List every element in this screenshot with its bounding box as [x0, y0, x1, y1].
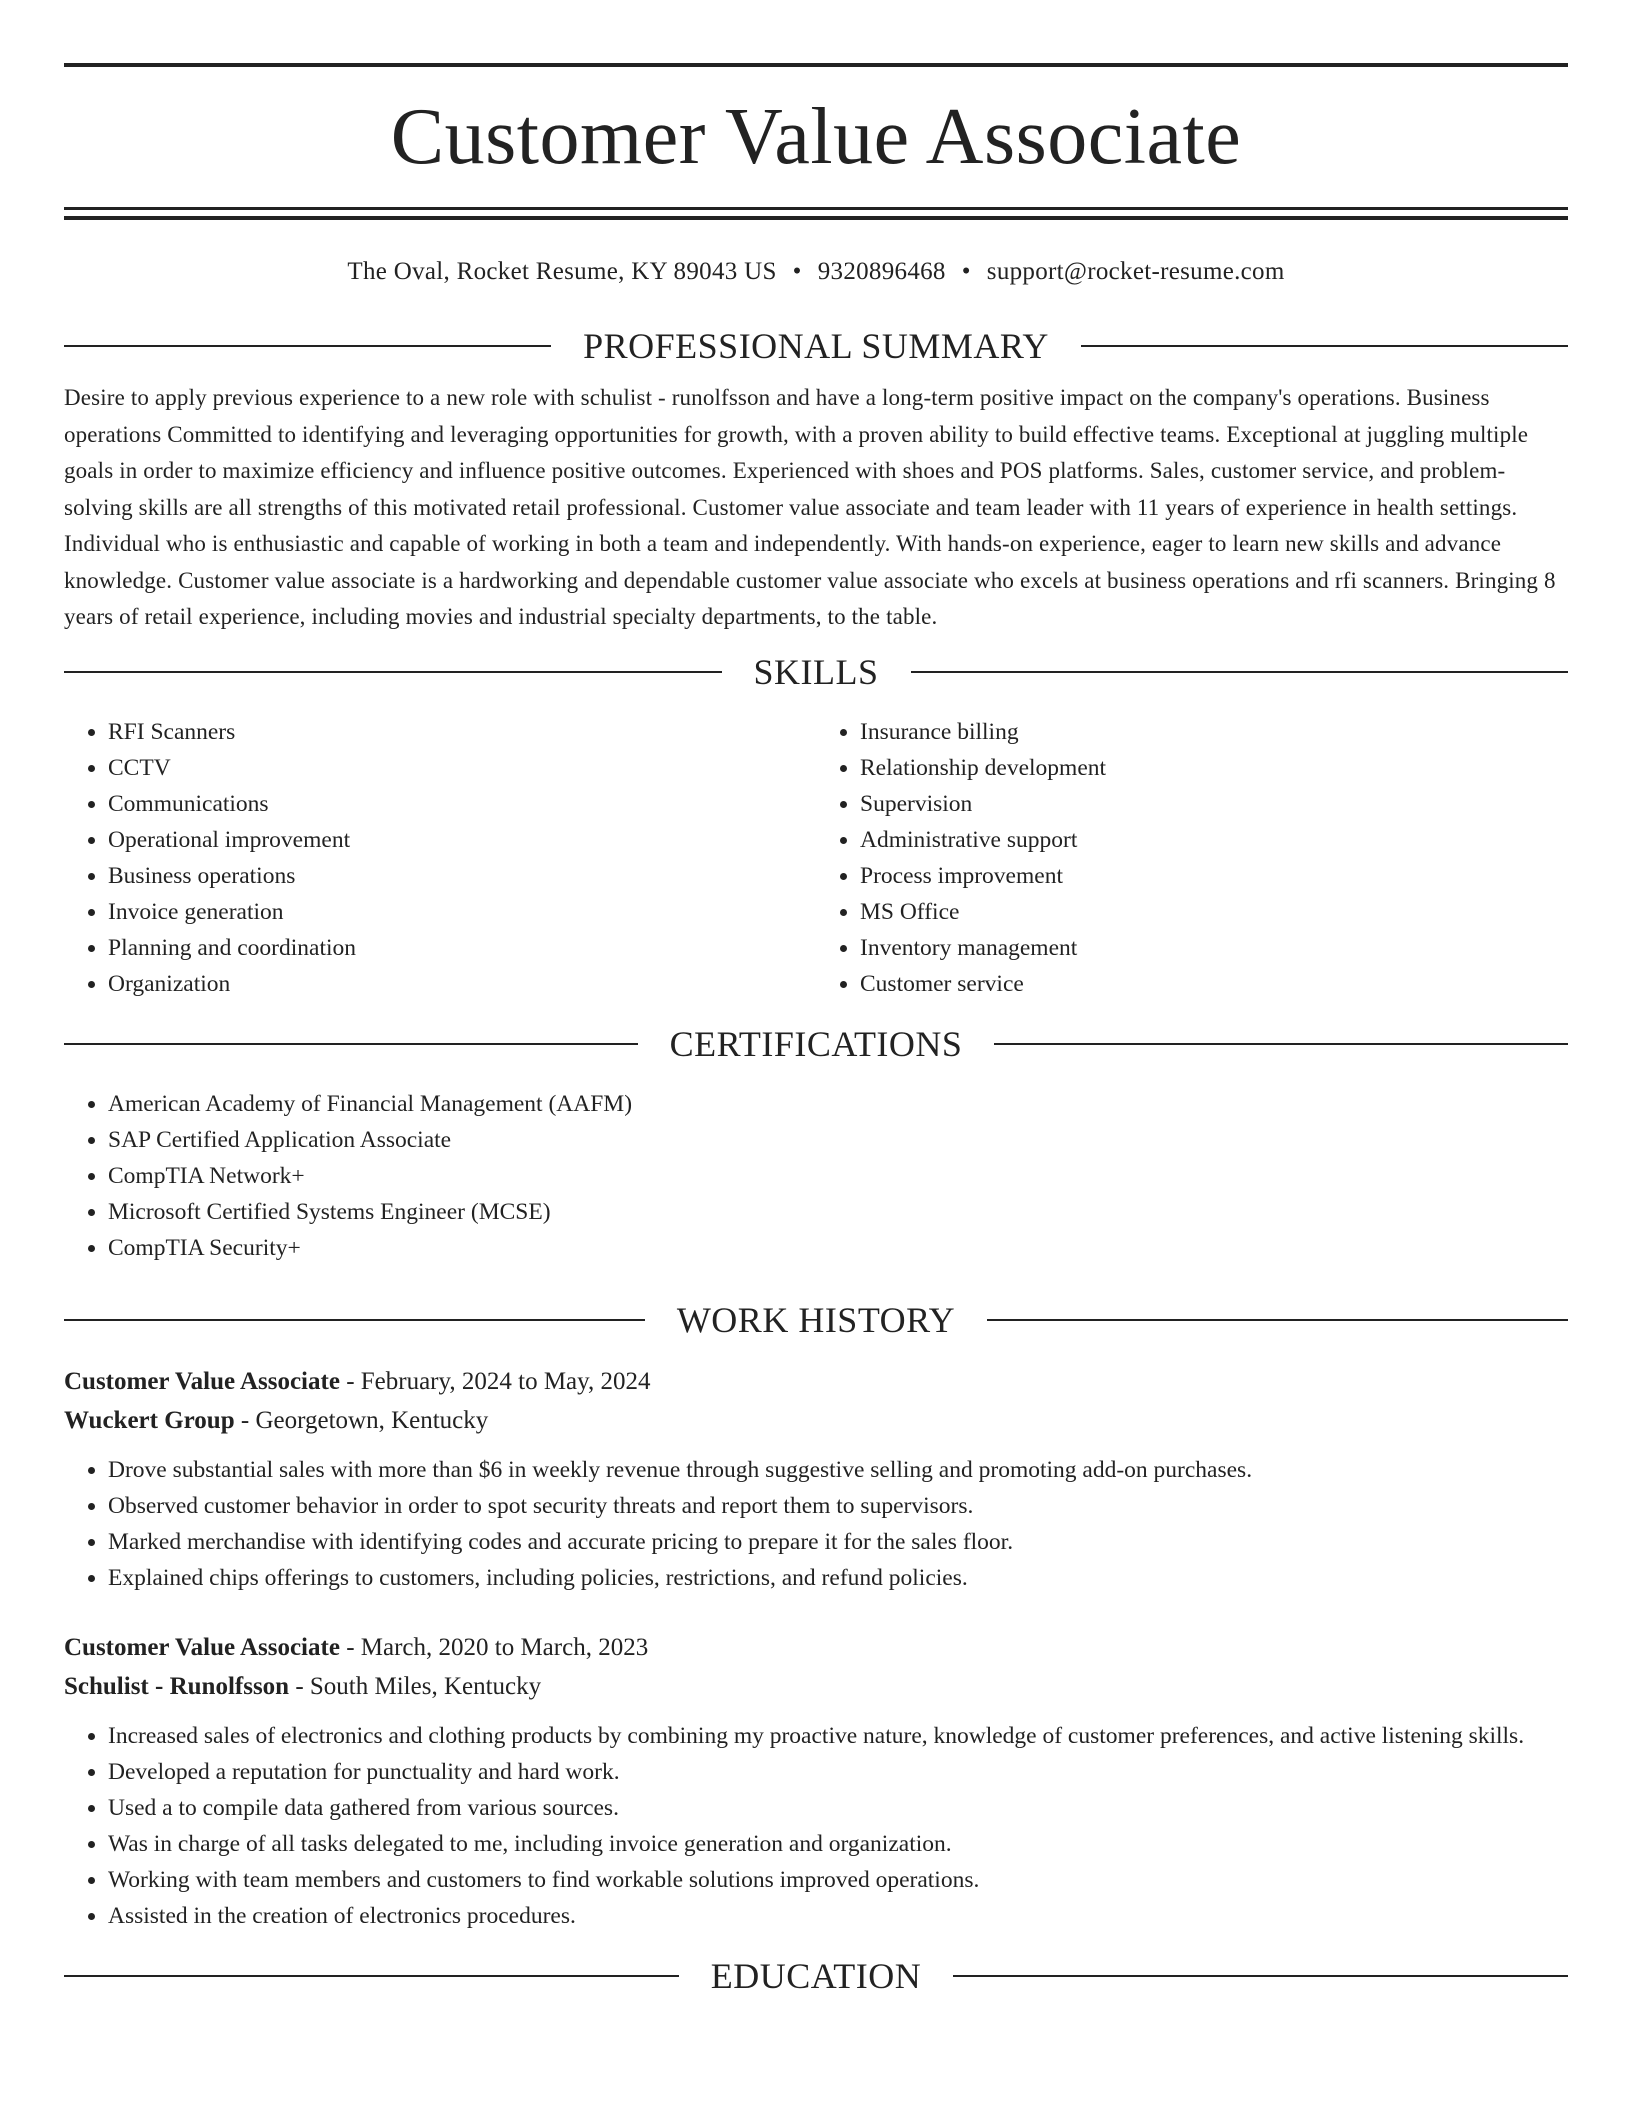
contact-separator: •: [792, 258, 802, 285]
job-bullet: • Marked merchandise with identifying codes and accurate pricing to prepare it for the sales floor.: [108, 1524, 1568, 1560]
job-bullet: • Developed a reputation for punctuality and hard work.: [108, 1754, 1568, 1790]
section-rule: [64, 671, 722, 673]
skills-column-left: [64, 714, 816, 1002]
work-heading: WORK HISTORY: [676, 1299, 956, 1340]
section-rule: [64, 1319, 645, 1321]
job-bullet: • Was in charge of all tasks delegated to me, including invoice generation and organization.: [108, 1826, 1568, 1862]
skill-item: • RFI Scanners: [108, 714, 816, 750]
job-company: Schulist - Runolfsson: [64, 1672, 290, 1700]
skill-item: • MS Office: [860, 894, 1568, 930]
job-location: - Georgetown, Kentucky: [234, 1406, 489, 1434]
job-bullet: • Explained chips offerings to customers, including policies, restrictions, and refund policies.: [108, 1560, 1568, 1596]
job-title-line: [64, 1362, 1568, 1401]
certifications-heading: CERTIFICATIONS: [669, 1023, 963, 1064]
skills-list: [64, 714, 1568, 1002]
job-title-line: [64, 1628, 1568, 1667]
job-bullet: • Assisted in the creation of electronics procedures.: [108, 1898, 1568, 1934]
job-bullet: • Observed customer behavior in order to spot security threats and report them to supervisors.: [108, 1488, 1568, 1524]
skill-item: • CCTV: [108, 750, 816, 786]
job-bullet: • Working with team members and customers to find workable solutions improved operations.: [108, 1862, 1568, 1898]
certification-item: • SAP Certified Application Associate: [108, 1122, 1568, 1158]
skill-item: • Invoice generation: [108, 894, 816, 930]
section-rule: [64, 1975, 679, 1977]
section-rule: [64, 345, 551, 347]
job-company-line: [64, 1401, 1568, 1440]
skill-item: • Process improvement: [860, 858, 1568, 894]
section-rule: [987, 1319, 1568, 1321]
certification-item: • CompTIA Network+: [108, 1158, 1568, 1194]
contact-email: support@rocket-resume.com: [986, 258, 1285, 285]
skill-item: • Customer service: [860, 966, 1568, 1002]
certification-item: • CompTIA Security+: [108, 1230, 1568, 1266]
job-bullets: [64, 1718, 1568, 1934]
skills-section-header: [64, 652, 1568, 692]
contact-phone: 9320896468: [817, 258, 946, 285]
skill-item: • Communications: [108, 786, 816, 822]
title-double-rule: [64, 207, 1568, 220]
education-section-header: [64, 1956, 1568, 1996]
skills-heading: SKILLS: [753, 651, 879, 692]
job-bullet: • Drove substantial sales with more than $6 in weekly revenue through suggestive selling and promoting add-on purchases.: [108, 1452, 1568, 1488]
work-section-header: [64, 1300, 1568, 1340]
summary-heading: PROFESSIONAL SUMMARY: [583, 326, 1049, 366]
job-entry: [64, 1362, 1568, 1596]
job-bullet: • Used a to compile data gathered from various sources.: [108, 1790, 1568, 1826]
certification-item: • Microsoft Certified Systems Engineer (MCSE): [108, 1194, 1568, 1230]
section-rule: [953, 1975, 1568, 1977]
job-dates: - February, 2024 to May, 2024: [339, 1367, 651, 1395]
resume-title: Customer Value Associate: [390, 93, 1242, 181]
summary-section-header: [64, 326, 1568, 366]
certifications-list: [64, 1086, 1568, 1266]
contact-line: [64, 254, 1568, 290]
job-dates: - March, 2020 to March, 2023: [339, 1633, 649, 1661]
section-rule: [64, 1043, 638, 1045]
job-company: Wuckert Group: [64, 1406, 235, 1434]
education-heading: EDUCATION: [710, 1955, 922, 1996]
contact-address: The Oval, Rocket Resume, KY 89043 US: [347, 258, 777, 285]
job-title: Customer Value Associate: [64, 1633, 340, 1661]
skill-item: • Inventory management: [860, 930, 1568, 966]
skill-item: • Insurance billing: [860, 714, 1568, 750]
skill-item: • Supervision: [860, 786, 1568, 822]
job-company-line: [64, 1667, 1568, 1706]
skills-column-right: [816, 714, 1568, 1002]
job-location: - South Miles, Kentucky: [289, 1672, 542, 1700]
job-title: Customer Value Associate: [64, 1367, 340, 1395]
skill-item: • Organization: [108, 966, 816, 1002]
contact-separator: •: [961, 258, 971, 285]
certifications-section-header: [64, 1024, 1568, 1064]
skill-item: • Administrative support: [860, 822, 1568, 858]
job-entry: [64, 1628, 1568, 1934]
skill-item: • Operational improvement: [108, 822, 816, 858]
section-rule: [1081, 345, 1568, 347]
section-rule: [911, 671, 1569, 673]
skill-item: • Planning and coordination: [108, 930, 816, 966]
summary-text: Desire to apply previous experience to a new role with schulist - runolfsson and have a long-term positive impact on the company's operations. Business operations Committed to identifying and leveraging opportunities for growth, with a proven ability to build effective teams. Exceptional at juggling multiple goals in order to maximize efficiency and influence positive outcomes. Experienced with shoes and POS platforms. Sales, customer service, and problem-solving skills are all strengths of this motivated retail professional. Customer value associate and team leader with 11 years of experience in health settings. Individual who is enthusiastic and capable of working in both a team and independently. With hands-on experience, eager to learn new skills and advance knowledge. Customer value associate is a hardworking and dependable customer value associate who excels at business operations and rfi scanners. Bringing 8 years of retail experience, including movies and industrial specialty departments, to the table.: [64, 385, 1556, 629]
section-rule: [994, 1043, 1568, 1045]
skill-item: • Relationship development: [860, 750, 1568, 786]
certification-item: • American Academy of Financial Management (AAFM): [108, 1086, 1568, 1122]
job-bullets: [64, 1452, 1568, 1596]
job-bullet: • Increased sales of electronics and clothing products by combining my proactive nature, knowledge of customer preferences, and active listening skills.: [108, 1718, 1568, 1754]
skill-item: • Business operations: [108, 858, 816, 894]
